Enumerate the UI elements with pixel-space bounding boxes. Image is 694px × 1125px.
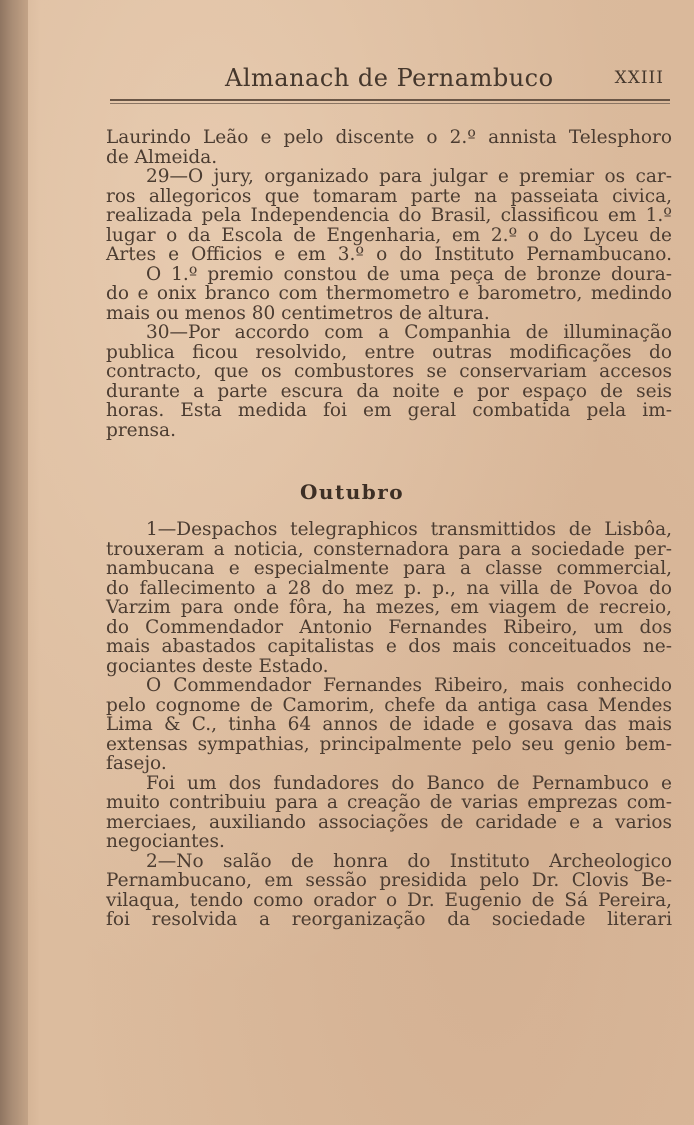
text-line: Artes e Officios e em 3.º o do Instituto Pernambucano.: [106, 244, 672, 265]
text-line: negociantes.: [106, 831, 225, 852]
text-block-september: [106, 128, 672, 440]
text-line: 30—Por accordo com a Companhia de illuminação: [146, 322, 672, 343]
text-line: muito contribuiu para a creação de varias emprezas com-: [106, 792, 672, 813]
text-line: durante a parte escura da noite e por espaço de seis: [106, 380, 672, 402]
text-line: vilaqua, tendo como orador o Dr. Eugenio de Sá Pereira,: [106, 889, 672, 911]
text-line: Lima & C., tinha 64 annos de idade e gosava das mais: [106, 714, 672, 735]
section-heading: Outubro: [300, 480, 405, 504]
text-line: lugar o da Escola de Engenharia, em 2.º o do Lyceu de: [106, 224, 672, 246]
text-line: extensas sympathias, principalmente pelo seu genio bem-: [106, 733, 672, 755]
text-line: gociantes deste Estado.: [106, 655, 329, 677]
text-line: 1—Despachos telegraphicos transmittidos de Lisbôa,: [146, 519, 672, 540]
text-block-october: [106, 520, 672, 930]
text-line: 29—O jury, organizado para julgar e premiar os car-: [146, 166, 672, 187]
text-line: O 1.º premio constou de uma peça de bronze doura-: [146, 263, 672, 285]
text-line: trouxeram a noticia, consternadora para a sociedade per-: [106, 538, 672, 560]
text-line: horas. Esta medida foi em geral combatida pela im-: [106, 400, 672, 421]
text-line: Varzim para onde fôra, ha mezes, em viagem de recreio,: [106, 597, 672, 618]
text-line: Laurindo Leão e pelo discente o 2.º annista Telesphoro: [106, 127, 672, 148]
text-line: de Almeida.: [106, 146, 218, 168]
text-line: prensa.: [106, 419, 176, 441]
page-number: XXIII: [614, 68, 664, 88]
text-line: realizada pela Independencia do Brasil, classificou em 1.º: [106, 205, 672, 226]
text-line: ros allegoricos que tomaram parte na passeiata civica,: [106, 185, 672, 207]
text-line: contracto, que os combustores se conservariam accesos: [106, 361, 672, 382]
text-line: do e onix branco com thermometro e barometro, medindo: [106, 283, 672, 304]
text-line: 2—No salão de honra do Instituto Archeologico: [146, 850, 672, 872]
header-rule-thin: [110, 103, 670, 104]
book-spine: [0, 0, 28, 1125]
text-line: Pernambucano, em sessão presidida pelo Dr. Clovis Be-: [106, 870, 672, 891]
text-line: nambucana e especialmente para a classe commercial,: [106, 558, 672, 579]
header-rule: [110, 99, 670, 101]
text-line: do fallecimento a 28 do mez p. p., na villa de Povoa do: [106, 577, 672, 599]
text-line: pelo cognome de Camorim, chefe da antiga casa Mendes: [106, 694, 672, 716]
text-line: O Commendador Fernandes Ribeiro, mais conhecido: [146, 675, 672, 696]
text-line: Foi um dos fundadores do Banco de Pernambuco e: [146, 772, 672, 794]
text-line: foi resolvida a reorganização da sociedade literari: [106, 909, 672, 930]
text-line: fasejo.: [106, 753, 167, 774]
text-line: merciaes, auxiliando associações de caridade e a varios: [106, 811, 672, 833]
text-line: mais abastados capitalistas e dos mais conceituados ne-: [106, 636, 672, 657]
text-line: do Commendador Antonio Fernandes Ribeiro, um dos: [106, 616, 672, 638]
text-line: mais ou menos 80 centimetros de altura.: [106, 302, 490, 324]
running-title: Almanach de Pernambuco: [225, 64, 554, 92]
running-header: [100, 60, 670, 100]
text-line: publica ficou resolvido, entre outras modificações do: [106, 341, 672, 363]
